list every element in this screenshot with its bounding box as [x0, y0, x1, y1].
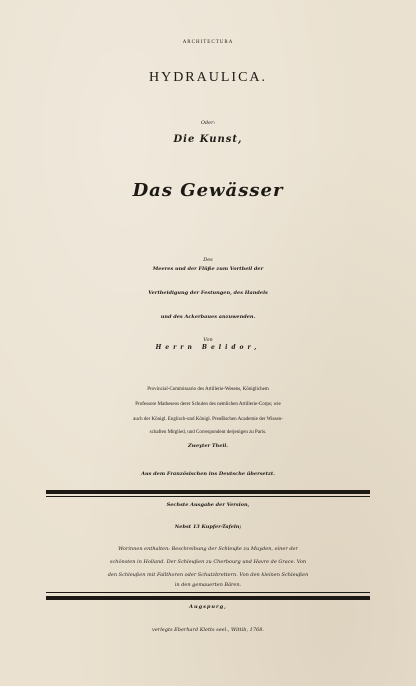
- main-title-line2: HYDRAULICA.: [148, 70, 268, 85]
- divider-bottom-thick: [46, 596, 370, 600]
- divider-top-thin: [46, 496, 370, 497]
- subtitle-line1: Die Kunst,: [173, 134, 243, 145]
- contents-line4: in den gemauerten Bären.: [174, 582, 242, 588]
- author-title-line4: schaften Mitglied, und Correspondent derjenigen zu Paris.: [149, 430, 267, 435]
- des-connector: Des: [203, 257, 213, 263]
- author-title-line1: Provincial-Commissario des Artillerie-Wesens, Königlichem: [147, 387, 269, 392]
- author-title-line2: Professore Matheseos derer Schulen des nemlichen Artillerie-Corps; wie: [135, 402, 281, 407]
- contents-line1: Worinnen enthalten: Beschreibung der Schleuße zu Muyden, einer der: [118, 546, 298, 552]
- description-line2: Vertheidigung der Festungen, des Handels: [148, 290, 268, 296]
- contents-line2: schönsten in Holland. Der Schleußen zu Cherbourg und Havre de Grace. Von: [109, 559, 307, 565]
- main-title-line1: ARCHITECTURA: [182, 40, 234, 45]
- part-title: Zweyter Theil.: [188, 443, 228, 449]
- translation-note: Aus dem Französischen ins Deutsche übersetzt.: [141, 471, 275, 477]
- author-title-line3: auch der Königl. Englisch-und Königl. Preußischen Academie der Wissen-: [133, 417, 283, 422]
- subtitle-line2: Das Gewässer: [132, 180, 284, 201]
- plates-note: Nebst 13 Kupfer-Tafeln;: [174, 524, 242, 530]
- description-line1: Meeres und der Flüße zum Vortheil der: [152, 266, 264, 272]
- author-name: Herrn Belidor,: [155, 344, 261, 351]
- description-line3: und des Ackerbaues anzuwenden.: [160, 314, 256, 320]
- von-connector: Von: [203, 337, 213, 343]
- divider-top-thick: [46, 490, 370, 494]
- edition-title: Sechste Ausgabe der Version,: [166, 502, 250, 508]
- imprint-publisher: verlegts Eberhard Kletts seel., Wittib, 1768.: [152, 627, 264, 633]
- imprint-place: Augspurg,: [189, 604, 227, 610]
- oder-connector: Oder:: [200, 120, 216, 126]
- divider-bottom-thin: [46, 592, 370, 593]
- contents-line3: den Schleußen mit Fallthoren oder Schutzbrettern. Von den kleinen Schleußen: [107, 572, 309, 578]
